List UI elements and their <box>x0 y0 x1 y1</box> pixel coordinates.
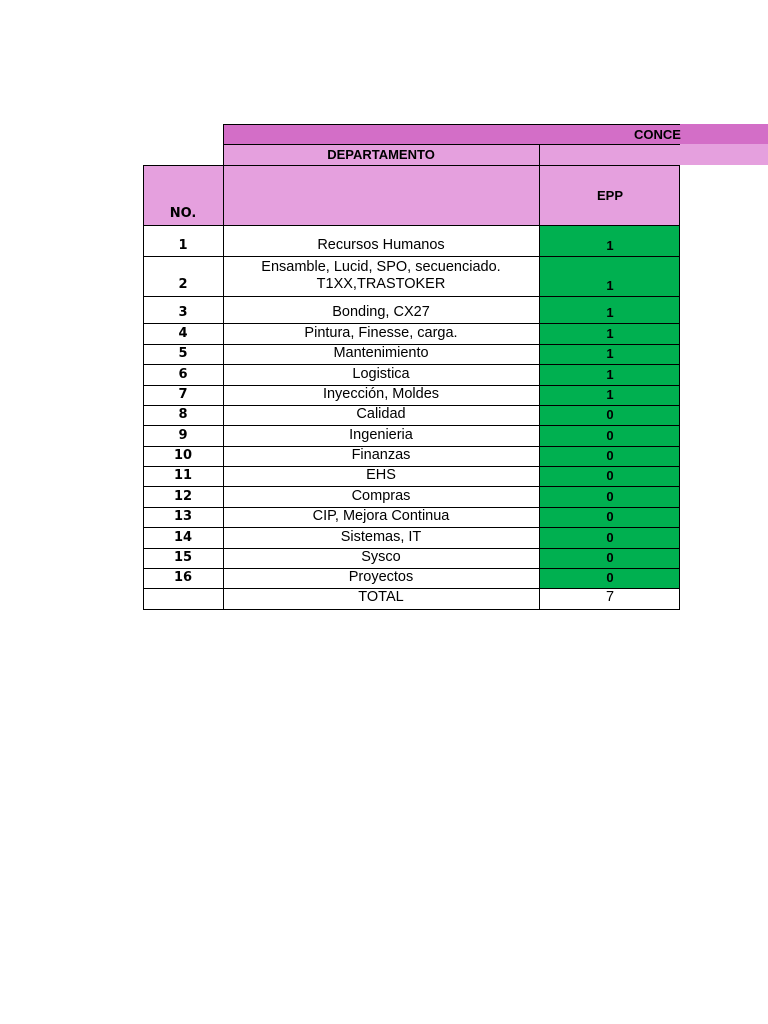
epp-value: 1 <box>606 278 614 293</box>
row-number: 10 <box>173 448 193 463</box>
department-name: Logistica <box>352 366 410 382</box>
epp-value: 0 <box>606 407 614 422</box>
epp-value: 1 <box>606 346 614 361</box>
department-name: CIP, Mejora Continua <box>312 508 450 524</box>
row-number: 11 <box>173 468 193 483</box>
row-number: 7 <box>178 387 188 402</box>
row-number: 1 <box>178 238 188 253</box>
row-number: 12 <box>173 489 193 504</box>
epp-value: 0 <box>606 550 614 565</box>
row-number: 5 <box>178 346 188 361</box>
department-name: Compras <box>351 488 411 504</box>
row-number: 15 <box>173 550 193 565</box>
department-header-label: DEPARTAMENTO <box>327 147 435 162</box>
epp-value: 0 <box>606 489 614 504</box>
department-name: Inyección, Moldes <box>322 386 440 402</box>
epp-value: 1 <box>606 387 614 402</box>
epp-value: 1 <box>606 367 614 382</box>
total-value: 7 <box>605 589 615 605</box>
department-name: Sysco <box>361 549 401 565</box>
department-name: Bonding, CX27 <box>332 304 430 320</box>
row-number: 8 <box>178 407 188 422</box>
department-name: Pintura, Finesse, carga. <box>304 325 458 341</box>
department-name: EHS <box>366 467 396 483</box>
row-number: 6 <box>178 367 188 382</box>
row-number: 9 <box>178 428 188 443</box>
epp-value: 1 <box>606 305 614 320</box>
department-name: Mantenimiento <box>333 345 429 361</box>
epp-value: 0 <box>606 530 614 545</box>
concept-title: CONCE <box>634 127 681 142</box>
row-number: 3 <box>178 305 188 320</box>
row-number: 2 <box>178 277 188 292</box>
department-name: Proyectos <box>348 569 414 585</box>
department-name: Ensamble, Lucid, SPO, secuenciado. T1XX,TRASTOKER <box>261 259 501 292</box>
row-number: 16 <box>173 570 193 585</box>
department-name: Calidad <box>356 406 406 422</box>
department-name: Ingenieria <box>349 427 413 443</box>
department-name: Finanzas <box>351 447 411 463</box>
row-number: 4 <box>178 326 188 341</box>
epp-value: 1 <box>606 326 614 341</box>
epp-value: 0 <box>606 428 614 443</box>
department-name: Recursos Humanos <box>317 237 445 253</box>
epp-value: 0 <box>606 570 614 585</box>
department-name: Sistemas, IT <box>340 529 422 545</box>
row-number: 14 <box>173 530 193 545</box>
epp-value: 0 <box>606 448 614 463</box>
epp-value: 0 <box>606 509 614 524</box>
epp-column-header: EPP <box>596 187 623 203</box>
epp-value: 0 <box>606 468 614 483</box>
total-label: TOTAL <box>358 589 404 605</box>
row-number: 13 <box>173 509 193 524</box>
no-column-header: NO. <box>169 206 197 221</box>
epp-value: 1 <box>606 238 614 253</box>
